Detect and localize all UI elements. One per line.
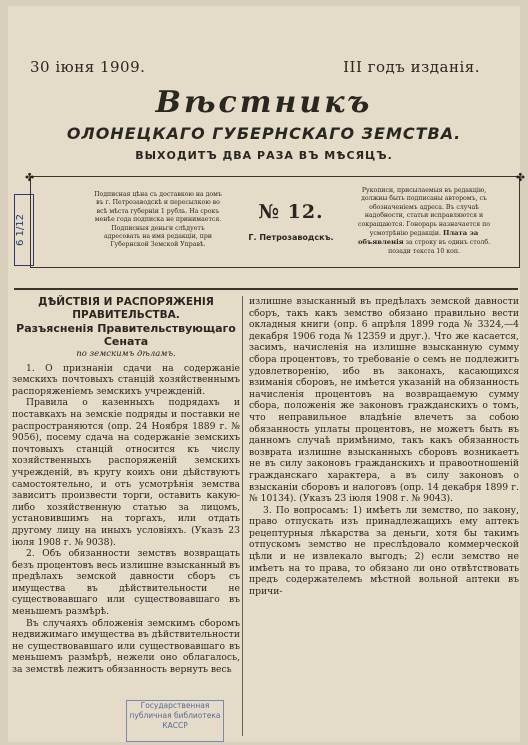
paragraph: Въ случаяхъ обложенія земскимъ сборомъ недвижимаго имущества въ дѣйствительности не существовавшаго или существовавшаго въ меньшемъ размѣрѣ, нежели оно облагалось, за земствѣ лежитъ обязанность вернуть весь xyxy=(12,617,240,676)
library-stamp xyxy=(126,700,224,742)
section-subtitle: Разъясненія Правительствующаго Сената xyxy=(16,322,236,348)
inventory-stamp: 6 1/12 xyxy=(14,194,34,266)
paragraph: 1. О признаніи сдачи на содержаніе земскихъ почтовыхъ станцій хозяйственнымъ распоряженіемъ земскихъ учрежденій. xyxy=(12,362,240,397)
newspaper-page xyxy=(8,6,525,742)
stamp-line: Государственная xyxy=(140,701,210,710)
manuscript-rules: Рукописи, присылаемыя въ редакцію, должны быть подписаны авторомъ, съ обозначеніемъ адреса. Въ случаѣ надобности, статьи исправляются и сокращаются. Гонорарь назначается по усмотрѣнію редакціи. xyxy=(358,187,490,238)
ads-text: за строку въ одинъ столб. позади текста 10 коп. xyxy=(388,239,491,255)
issue-city: Г. Петрозаводскъ. xyxy=(248,233,334,242)
dateline xyxy=(30,58,480,76)
editorial-info xyxy=(349,187,499,256)
publication-year: III годъ изданія. xyxy=(343,58,480,76)
issue-date: 30 іюня 1909. xyxy=(30,58,146,76)
right-column xyxy=(242,296,519,736)
publication-frequency: ВЫХОДИТЪ ДВА РАЗА ВЪ МѢСЯЦЪ. xyxy=(135,149,393,162)
info-box xyxy=(25,171,525,268)
stamp-line: публичная библиотека xyxy=(129,711,221,720)
section-title: ДѢЙСТВІЯ И РАСПОРЯЖЕНІЯ ПРАВИТЕЛЬСТВА. xyxy=(38,296,214,321)
paragraph: излишне взысканный въ предѣлахъ земской давности сборъ, такъ какъ земство обязано правильно вести окладныя книги (опр. 6 апрѣля 1899 года № 3324,—4 декабря 1906 года № 12359 и друг.). Что же касается, засимъ, начисленія на излишне взысканную сумму сбора процентовъ, то требованіе о семъ не подлежитъ удовлетворенію, ибо въ законахъ, касающихся взиманія сборовъ, не имѣется указаній на обязанность начисленія процентовъ на возвращаемую сумму сбора, положенія же законовъ гражданскихъ о томъ, что неправильное владѣніе влечетъ за собою обязанность уплаты процентовъ, не можетъ быть въ данномъ случаѣ примѣнимо, такъ какъ обязанность возврата излишне взысканныхъ сборовъ возникаетъ не въ силу законовъ гражданскихъ и правоотношеній гражданскаго характера, а въ силу законовъ о взысканіи сборовъ и налоговъ (опр. 14 декабря 1899 г. № 10134). (Указъ 23 іюля 1908 г. № 9043). xyxy=(249,296,519,505)
ads-label: Плата за объявленія xyxy=(357,229,479,247)
issue-block xyxy=(231,201,351,242)
paragraph: Правила о казенныхъ подрядахъ и поставкахъ на земскіе подряды и поставки не распространяются (опр. 24 Ноября 1889 г. № 9056), посему сдача на содержаніе земскихъ почтовыхъ станцій относится къ числу хозяйственныхъ распоряженій земскихъ учрежденій, въ кругу коихъ они дѣйствуютъ самостоятельно, и отъ усмотрѣнія земства зависитъ произвести торги, оставить какую-либо хозяйственную статью за лицомъ, установившимъ на торгахъ, или отдать другому лицу на иныхъ условіяхъ. (Указъ 23 іюля 1908 г. № 9038). xyxy=(12,397,240,548)
masthead xyxy=(8,86,520,162)
issue-number: № 12. xyxy=(258,201,324,223)
paragraph: 3. По вопросамъ: 1) имѣетъ ли земство, по закону, право отпускать изъ принадлежащихъ ему аптекъ рецептурныя лѣкарства за деньги, хотя бы такимъ отпускомъ земство не преслѣдовало коммерческой цѣли и не извлекало выгодъ; 2) если земство не имѣетъ на то права, то обязано ли оно отвѣтствовать предъ содержателемъ мѣстной вольной аптеки въ причи- xyxy=(249,504,519,597)
header-rule xyxy=(14,288,518,290)
section-note: по земскимъ дѣламъ. xyxy=(76,349,176,359)
left-column xyxy=(12,296,240,736)
paragraph: 2. Объ обязанности земствъ возвращать безъ процентовъ весь излишне взысканный въ предѣлахъ земской давности сборъ съ имущества въ дѣйствительности не существовавшаго или существовавшаго въ меньшемъ размѣрѣ. xyxy=(12,548,240,618)
ornament-icon: ✤ xyxy=(515,171,525,184)
stamp-line: КАССР xyxy=(162,721,188,730)
ornament-icon: ✤ xyxy=(25,171,35,184)
subscription-info: Подписная цѣна съ доставкою на домъ въ г. Петрозаводскѣ и пересылкою во всѣ мѣста губерніи 1 рубль. На срокъ менѣе года подписка не принимается. Подписныя деньги слѣдуетъ адресовать на имя редакціи, при Губернской Земской Управѣ. xyxy=(94,191,222,249)
newspaper-subtitle: ОЛОНЕЦКАГО ГУБЕРНСКАГО ЗЕМСТВА. xyxy=(66,124,462,143)
newspaper-title: Вѣстникъ xyxy=(155,85,373,120)
